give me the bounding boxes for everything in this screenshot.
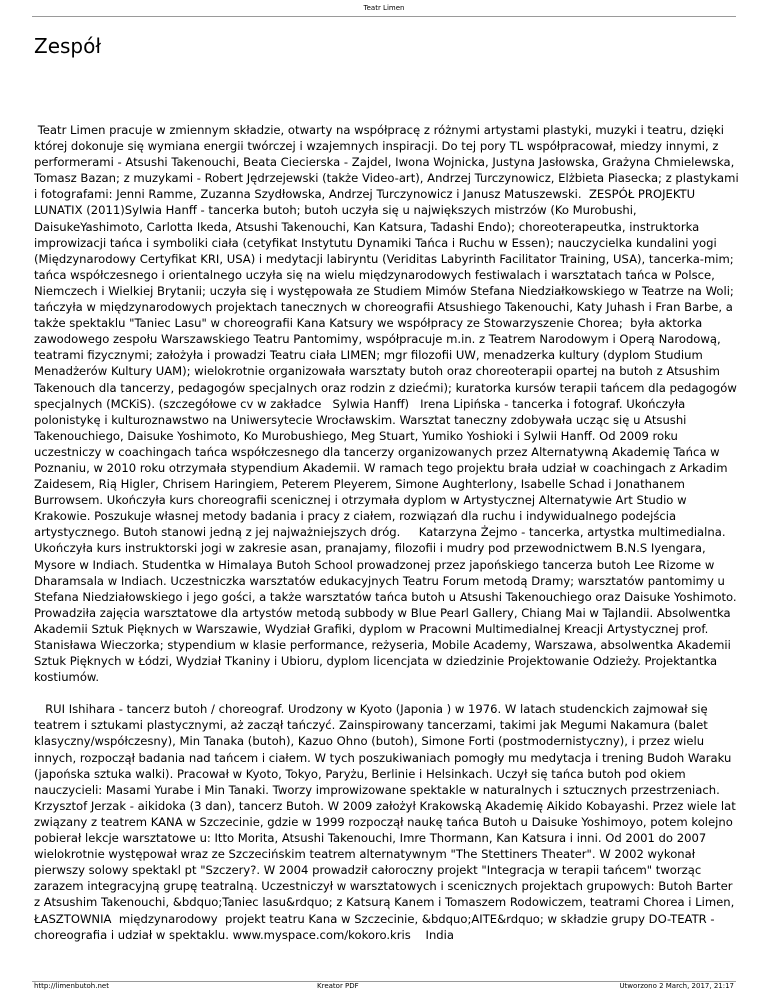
footer-created-date: Utworzono 2 March, 2017, 21:17 bbox=[619, 982, 734, 990]
article-body bbox=[34, 122, 742, 943]
page-title: Zespół bbox=[34, 34, 102, 58]
footer-url: http://limenbutoh.net bbox=[34, 982, 109, 990]
footer-creator: Kreator PDF bbox=[317, 982, 359, 990]
header-divider bbox=[32, 16, 736, 17]
body-paragraph-2: RUI Ishihara - tancerz butoh / choreograf. Urodzony w Kyoto (Japonia ) w 1976. W latach studenckich zajmował się teatrem i sztukami plastycznymi, aż zaczął tańczyć. Zainspirowany tancerzami, takimi jak Megumi Nakamura (balet klasyczny/współczesny), Min Tanaka (butoh), Kazuo Ohno (butoh), Simone Forti (postmodernistyczny), i przez wielu innych, rozpoczął badania nad tańcem i ciałem. W tych poszukiwaniach pomogły mu medytacja i trening Budoh Waraku (japońska sztuka walki). Pracował w Kyoto, Tokyo, Paryżu, Berlinie i Helsinkach. Uczył się tańca butoh pod okiem nauczycieli: Masami Yurabe i Min Tanaki. Tworzy improwizowane spektakle w naturalnych i sztucznych przestrzeniach. Krzysztof Jerzak - aikidoka (3 dan), tancerz Butoh. W 2009 założył Krakowską Akademię Aikido Kobayashi. Przez wiele lat związany z teatrem KANA w Szczecinie, gdzie w 1999 rozpoczął naukę tańca Butoh u Daisuke Yoshimoyo, potem kolejno pobierał lekcje warsztatowe u: Itto Morita, Atsushi Takenouchi, Imre Thormann, Kan Katsura i inni. Od 2001 do 2007 wielokrotnie występował wraz ze Szczecińskim teatrem alternatywnym "The Stettiners Theater". W 2002 wykonał pierwszy solowy spektakl pt "Szczery?. W 2004 prowadził całoroczny projekt "Integracja w terapii tańcem" tworząc zarazem integracyjną grupę teatralną. Uczestniczył w warsztatowych i scenicznych projektach grupowych: Butoh Barter z Atsushim Takenouchi, &bdquo;Taniec lasu&rdquo; z Katsurą Kanem i Tomaszem Rodowiczem, teatrami Chorea i Limen, ŁASZTOWNIA międzynarodowy projekt teatru Kana w Szczecinie, &bdquo;AITE&rdquo; w składzie grupy DO-TEATR - choreografia i udział w spektaklu. www.myspace.com/kokoro.kris India bbox=[34, 702, 740, 942]
footer bbox=[34, 982, 734, 992]
body-paragraph-1: Teatr Limen pracuje w zmiennym składzie, otwarty na współpracę z różnymi artystami plastyki, muzyki i teatru, dzięki której dokonuje się wymiana energii twórczej i wzajemnych inspiracji. Do tej pory TL współpracował, miedzy innymi, z performerami - Atsushi Takenouchi, Beata Ciecierska - Zajdel, Iwona Wojnicka, Justyna Jasłowska, Grażyna Chmielewska, Tomasz Bazan; z muzykami - Robert Jędrzejewski (także Video-art), Andrzej Turczynowicz, Elżbieta Piasecka; z plastykami i fotografami: Jenni Ramme, Zuzanna Szydłowska, Andrzej Turczynowicz i Janusz Matuszewski. ZESPÓŁ PROJEKTU LUNATIX (2011)Sylwia Hanff - tancerka butoh; butoh uczyła się u największych mistrzów (Ko Murobushi, DaisukeYashimoto, Carlotta Ikeda, Atsushi Takenouchi, Kan Katsura, Tadashi Endo); choreoterapeutka, instruktorka improwizacji tańca i symboliki ciała (cetyfikat Instytutu Dynamiki Tańca i Ruchu w Essen); nauczycielka kundalini yogi (Międzynarodowy Certyfikat KRI, USA) i medytacji labiryntu (Veriditas Labyrinth Facilitator Training, USA), tancerka-mim; tańca współczesnego i orientalnego uczyła się na wielu międzynarodowych festiwalach i warsztatach tańca w Polsce, Niemczech i Wielkiej Brytanii; uczyła się i występowała ze Studiem Mimów Stefana Niedziałkowskiego w Teatrze na Woli; tańczyła w międzynarodowych projektach tanecznych w choreografii Atsushiego Takenouchi, Katy Juhash i Fran Barbe, a także spektaklu "Taniec Lasu" w choreografii Kana Katsury we współpracy ze Stowarzyszenie Chorea; była aktorka zawodowego zespołu Warszawskiego Teatru Pantomimy, współpracuje m.in. z Teatrem Narodowym i Operą Narodową, teatrami fizycznymi; założyła i prowadzi Teatru ciała LIMEN; mgr filozofii UW, menadzerka kultury (dyplom Studium Menadżerów Kultury UAM); wielokrotnie organizowała warsztaty butoh oraz choreoterapii opartej na butoh z Atsushim Takenouch dla tancerzy, pedagogów specjalnych oraz rodzin z dziećmi); kuratorka kursów terapii tańcem dla pedagogów specjalnych (MCKiS). (szczegółowe cv w zakładce Sylwia Hanff) Irena Lipińska - tancerka i fotograf. Ukończyła polonistykę i kulturoznawstwo na Uniwersytecie Wrocławskim. Warsztat taneczny zdobywała ucząc się u Atsushi Takenouchiego, Daisuke Yoshimoto, Ko Murobushiego, Meg Stuart, Yumiko Yoshioki i Sylwii Hanff. Od 2009 roku uczestniczy w coachingach tańca współczesnego dla tancerzy organizowanych przez Alternatywną Akademię Tańca w Poznaniu, w 2010 roku otrzymała stypendium Akademii. W ramach tego projektu brała udział w coachingach z Arkadim Zaidesem, Rią Higler, Chrisem Haringiem, Peterem Pleyerem, Simone Aughterlony, Isabelle Schad i Jonathanem Burrowsem. Ukończyła kurs choreografii scenicznej i otrzymała dyplom w Artystycznej Alternatywie Art Studio w Krakowie. Poszukuje własnej metody badania i pracy z ciałem, rozwiązań dla ruchu i indywidualnego podejścia artystycznego. Butoh stanowi jedną z jej najważniejszych dróg. Katarzyna Żejmo - tancerka, artystka multimedialna. Ukończyła kurs instruktorski jogi w zakresie asan, pranajamy, filozofii i mudry pod przewodnictwem B.N.S Iyengara, Mysore w Indiach. Studentka w Himalaya Butoh School prowadzonej przez japońskiego tancerza butoh Lee Rizome w Dharamsala w Indiach. Uczestniczka warsztatów edukacyjnych Teatru Forum metodą Dramy; warsztatów pantomimy u Stefana Niedziałowskiego i jego gości, a także warsztatów tańca butoh u Atsushi Takenouchiego oraz Daisuke Yoshimoto. Prowadziła zajęcia warsztatowe dla artystów metodą subbody w Blue Pearl Gallery, Chiang Mai w Tajlandii. Absolwentka Akademii Sztuk Pięknych w Warszawie, Wydział Grafiki, dyplom w Pracowni Multimedialnej Kreacji Artystycznej prof. Stanisława Wieczorka; stypendium w klasie performance, reżyseria, Mobile Academy, Warszawa, absolwentka Akademii Sztuk Pięknych w Łódzi, Wydział Tkaniny i Ubioru, dyplom licencjata w dziedzinie Projektowanie Odzieży. Projektantka kostiumów. bbox=[34, 123, 743, 685]
header-title: Teatr Limen bbox=[363, 4, 405, 12]
